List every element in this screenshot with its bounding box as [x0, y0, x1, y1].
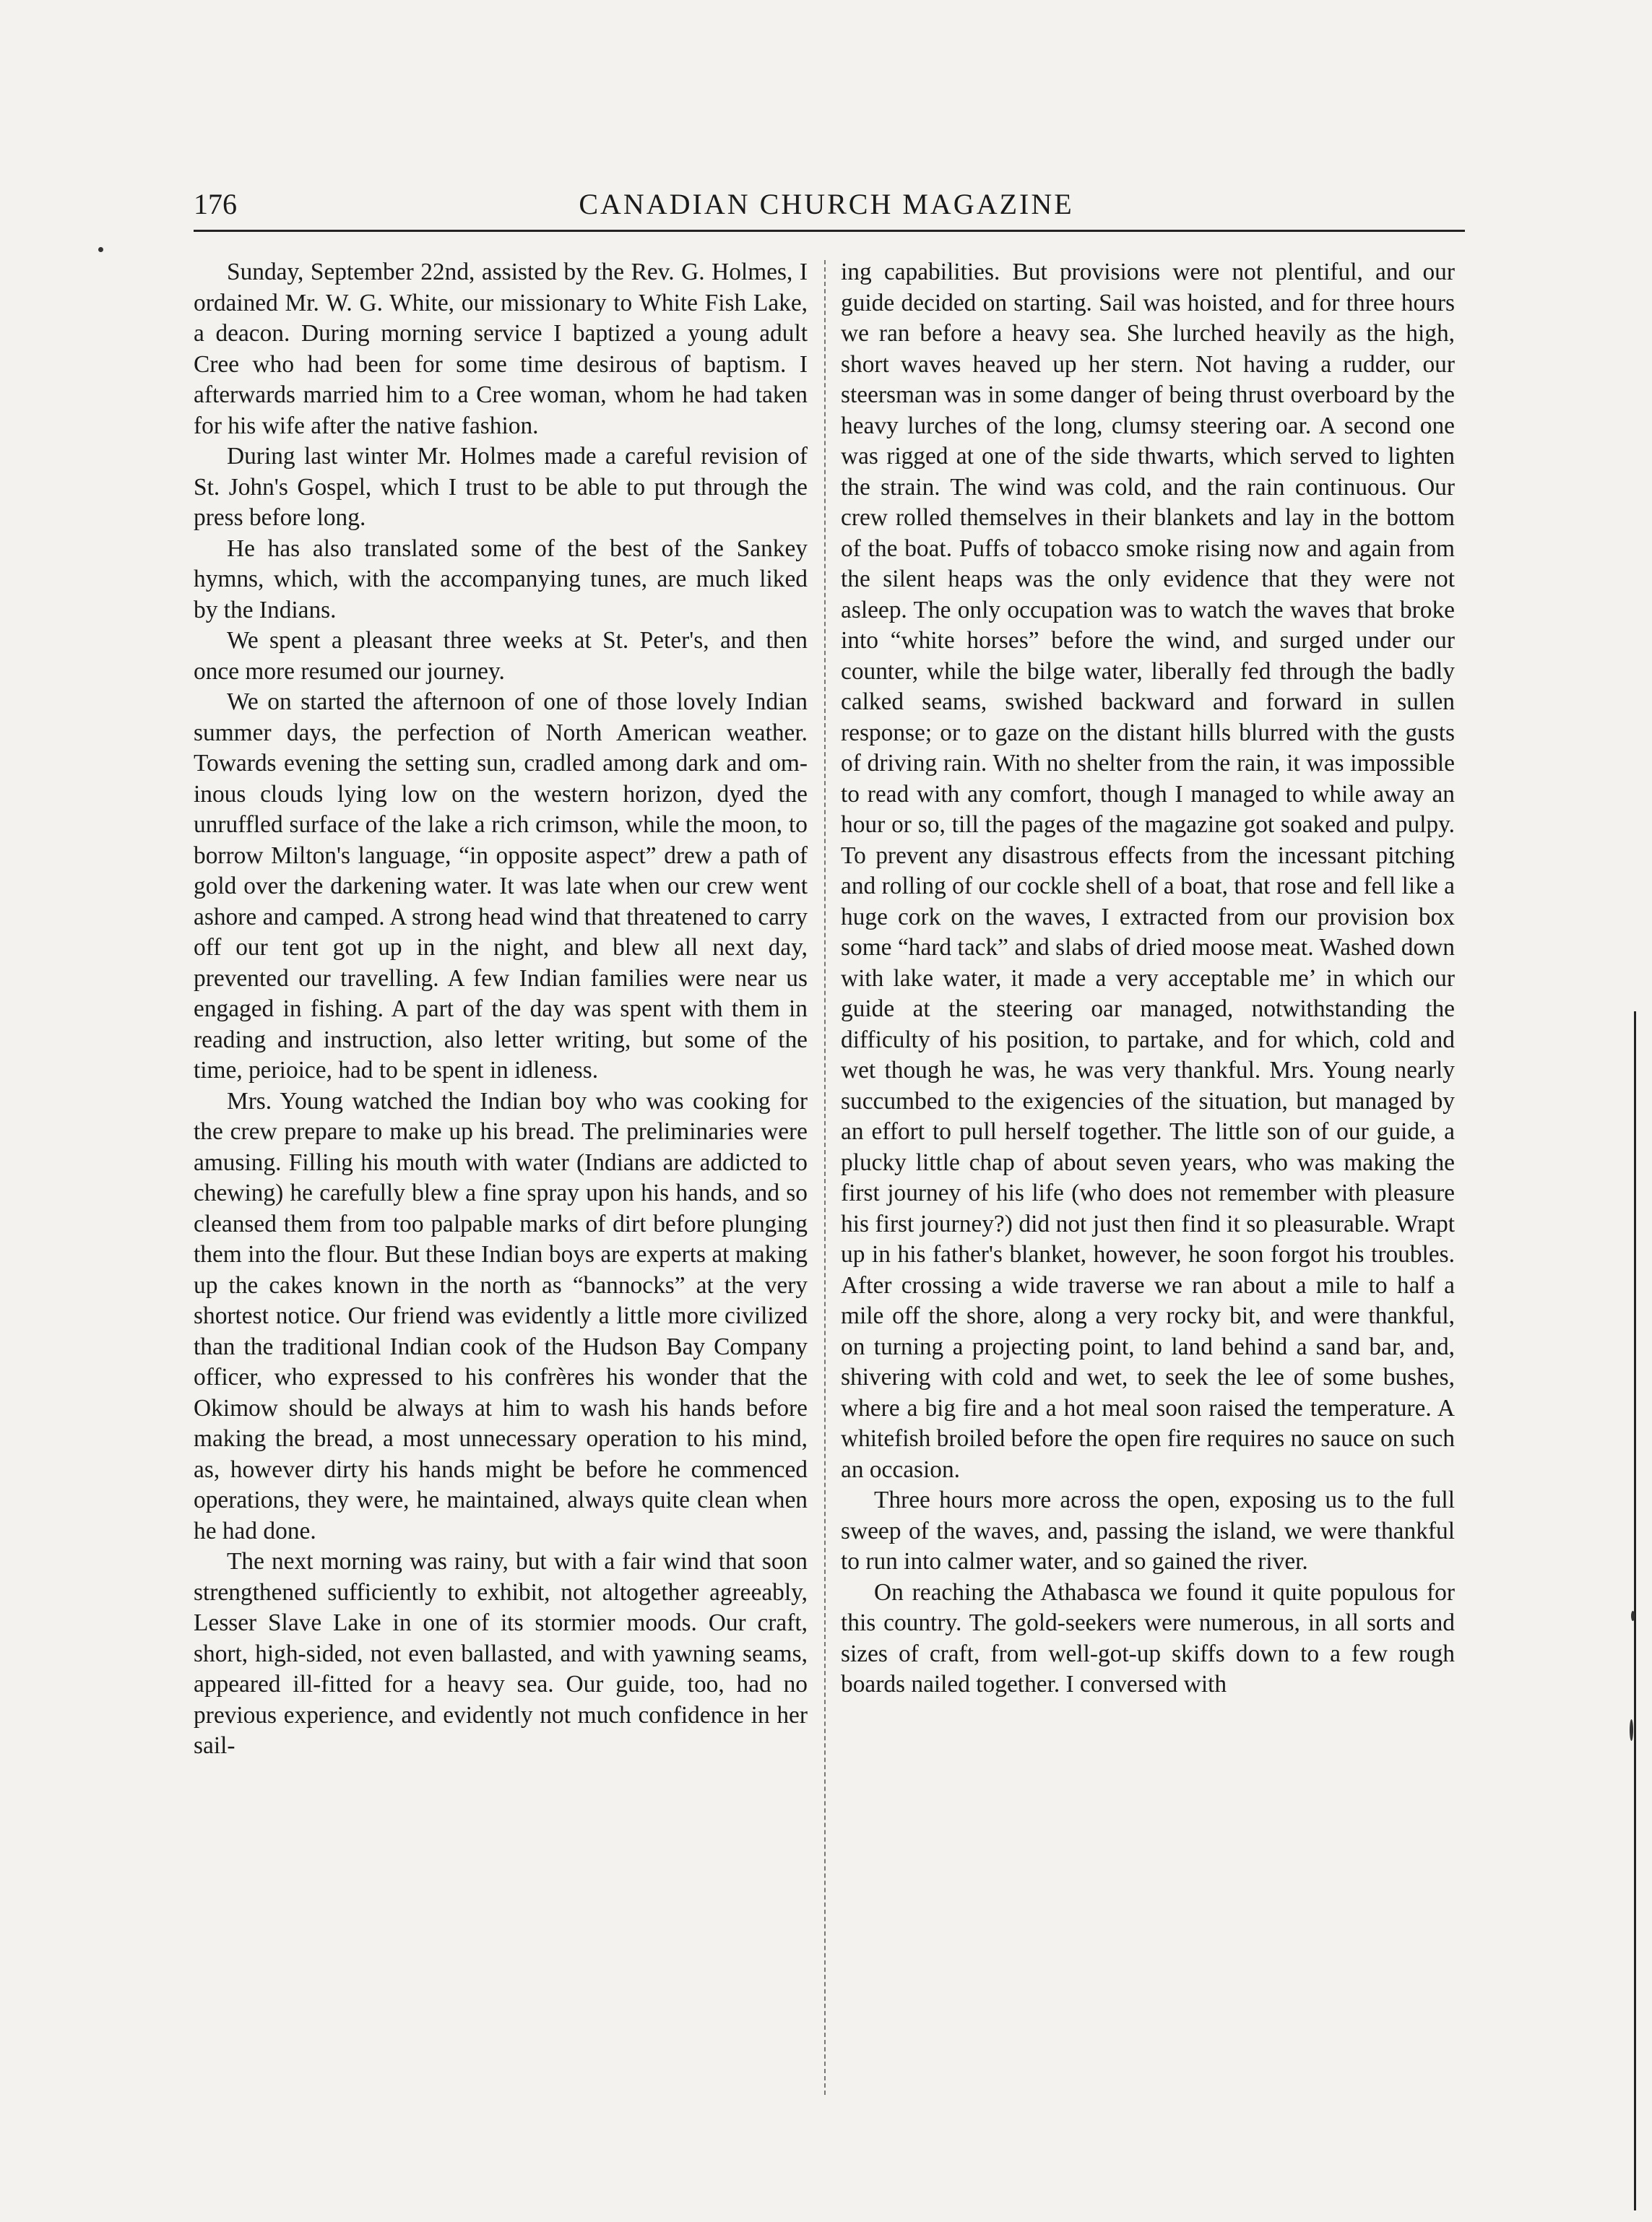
right-column [841, 257, 1455, 1700]
paragraph: He has also translated some of the best of the Sankey hymns, which, with the accompanying tunes, are much liked by the Indians. [194, 535, 808, 623]
page-header [194, 186, 1459, 222]
scan-speck [1630, 1719, 1633, 1741]
paragraph: The next morning was rainy, but with a fair wind that soon strengthened sufficiently to exhibit, not altogether agreeably, Lesser Slave Lake in one of its stormier moods. Our craft, short, high-sided, not even ballasted, and with yawning seams, appeared ill-fitted for a heavy sea. Our guide, too, had no previous experience, and evidently not much confidence in her sail- [194, 1548, 808, 1759]
paragraph: On reaching the Athabasca we found it quite populous for this country. The gold-seekers were numerous, in all sorts and sizes of craft, from well-got-up skiffs down to a few rough boards nailed together. I conversed with [841, 1578, 1455, 1698]
paragraph: We spent a pleasant three weeks at St. Peter's, and then once more resumed our journey. [194, 627, 808, 685]
paragraph: Sunday, September 22nd, assisted by the Rev. G. Holmes, I ordained Mr. W. G. White, our missionary to White Fish Lake, a deacon. During morning service I baptized a young adult Cree who had been for some time desirous of baptism. I afterwards married him to a Cree woman, whom he had taken for his wife after the native fashion. [194, 259, 808, 439]
paragraph: Mrs. Young watched the Indian boy who was cooking for the crew prepare to make up his bread. The preliminaries were amusing. Filling his mouth with water (Indians are addicted to chewing) he carefully blew a fine spray upon his hands, and so cleansed them from too palpable marks of dirt before plunging them into the flour. But these Indian boys are experts at making up the cakes known in the north as “bannocks” at the very shortest notice. Our friend was evidently a little more civilized than the traditional Indian cook of the Hudson Bay Company officer, who expressed to his confrères his wonder that the Okimow should be always at him to wash his hands before making the bread, a most unnecessary operation to his mind, as, however dirty his hands might be before he commenced operations, they were, he maintained, always quite clean when he had done. [194, 1087, 808, 1544]
scan-speck [1631, 1611, 1635, 1621]
paragraph: We on started the afternoon of one of those lovely Indian summer days, the perfection of North American weather. Towards evening the setting sun, cradled among dark and ominous clouds lying low on the western horizon, dyed the unruffled surface of the lake a rich crimson, while the moon, to borrow Milton's language, “in opposite aspect” drew a path of gold over the darkening water. It was late when our crew went ashore and camped. A strong head wind that threatened to carry off our tent got up in the night, and blew all next day, prevented our travelling. A few Indian families were near us engaged in fishing. A part of the day was spent with them in reading and instruction, also letter writing, but some of the time, perioice, had to be spent in idleness. [194, 688, 808, 1084]
scan-speck [98, 247, 103, 252]
scan-edge-mark [1634, 1011, 1636, 2210]
column-divider [824, 260, 826, 2095]
paragraph-continued: ing capabilities. But provisions were not plentiful, and our guide decided on starting. Sail was hoisted, and for three hours we ran before a heavy sea. She lurched heavily as the high, short waves heaved up her stern. Not having a rudder, our steersman was in some danger of being thrust overboard by the heavy lurches of the long, clumsy steering oar. A second one was rigged at one of the side thwarts, which served to lighten the strain. The wind was cold, and the rain continuous. Our crew rolled themselves in their blankets and lay in the bottom of the boat. Puffs of tobacco smoke rising now and again from the silent heaps was the only evidence that they were not asleep. The only occupation was to watch the waves that broke into “white horses” before the wind, and surged under our counter, while the bilge water, liberally fed through the badly calked seams, swished backward and forward in sullen response; or to gaze on the distant hills blurred with the gusts of driving rain. With no shelter from the rain, it was impossible to read with any comfort, though I managed to while away an hour or so, till the pages of the magazine got soaked and pulpy. To prevent any disastrous effects from the incessant pitching and rolling of our cockle shell of a boat, that rose and fell like a huge cork on the waves, I extracted from our provision box some “hard tack” and slabs of dried moose meat. Washed down with lake water, it made a very acceptable meʼ in which our guide at the steering oar managed, notwithstanding the difficulty of his position, to partake, and for which, cold and wet though he was, he was very thankful. Mrs. Young nearly succumbed to the exigencies of the situation, but managed by an effort to pull herself together. The little son of our guide, a plucky little chap of about seven years, who was making the first journey of his life (who does not remember with pleasure his first journey?) did not just then find it so pleasurable. Wrapt up in his father's blanket, however, he soon forgot his troubles. After crossing a wide traverse we ran about a mile to half a mile off the shore, along a very rocky bit, and were thankful, on turning a projecting point, to land behind a sand bar, and, shivering with cold and wet, to seek the lee of some bushes, where a big fire and a hot meal soon raised the temperature. A whitefish broiled before the open fire requires no sauce on such an occasion. [841, 259, 1455, 1483]
header-rule [194, 230, 1465, 232]
running-title: CANADIAN CHURCH MAGAZINE [579, 188, 1074, 220]
page-number: 176 [194, 188, 237, 220]
left-column [194, 257, 808, 1762]
paragraph: Three hours more across the open, exposing us to the full sweep of the waves, and, passing the island, we were thankful to run into calmer water, and so gained the river. [841, 1487, 1455, 1575]
paragraph: During last winter Mr. Holmes made a careful revision of St. John's Gospel, which I trust to be able to put through the press before long. [194, 443, 808, 531]
